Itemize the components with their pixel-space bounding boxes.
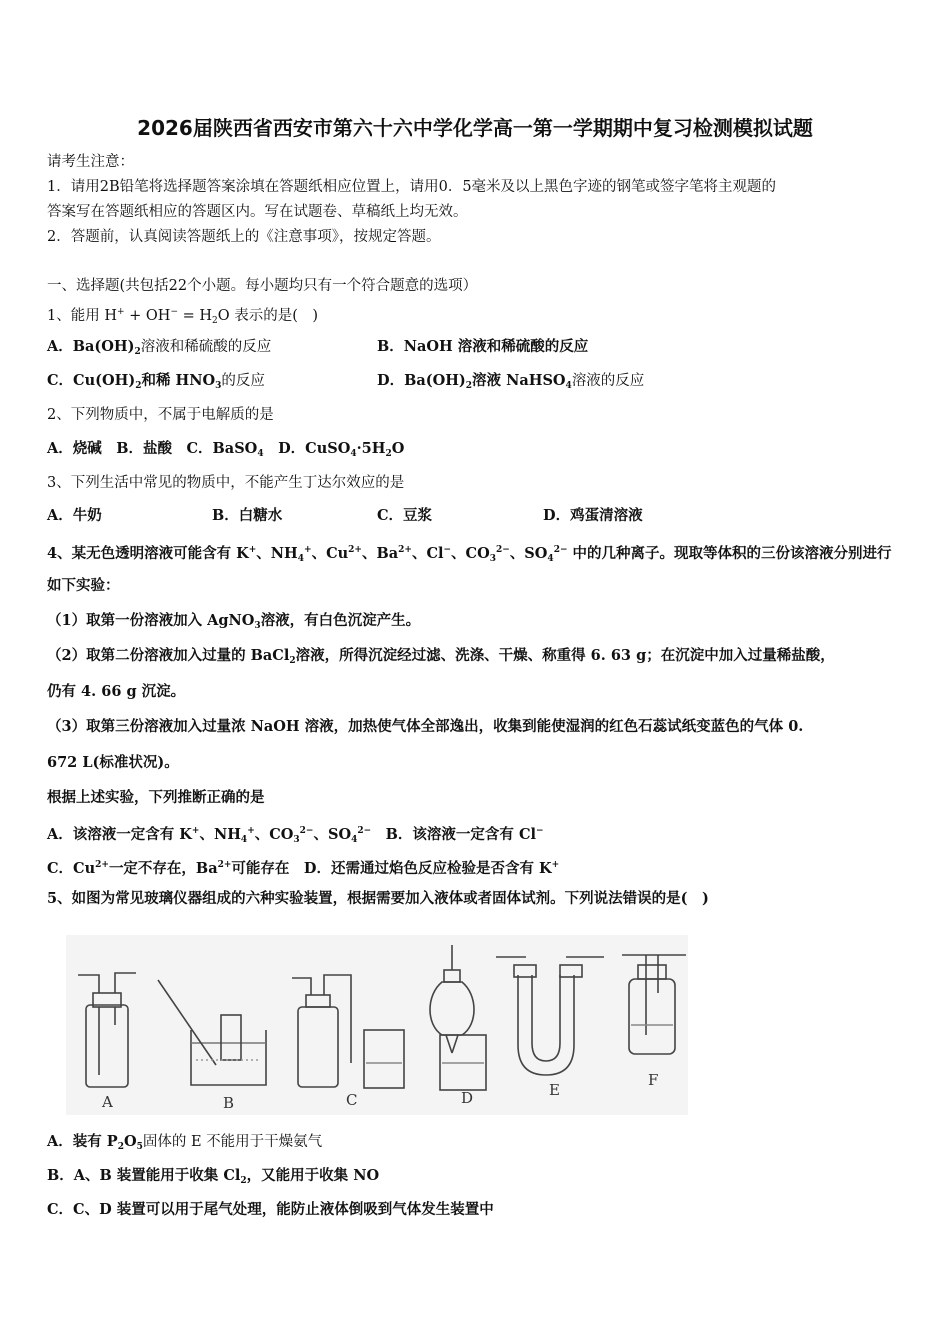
q1-option-c: C．$Cu(OH)_2$和稀 $HNO_3$的反应 bbox=[47, 372, 265, 391]
notice-item-2: 2．答题前，认真阅读答题纸上的《注意事项》，按规定答题。 bbox=[47, 229, 441, 245]
q1-option-d: D．$Ba(OH)_2$溶液 NaHSO$_4$溶液的反应 bbox=[377, 372, 645, 391]
q1-option-a: A．$Ba(OH)_2$溶液和稀硫酸的反应 bbox=[47, 338, 272, 357]
apparatus-figure bbox=[66, 935, 688, 1115]
q4-experiment-2: （2）取第二份溶液加入过量的 BaCl$_2$溶液，所得沉淀经过滤、洗涤、干燥、称重得 6. 63 g；在沉淀中加入过量稀盐酸， bbox=[47, 647, 835, 666]
label-a: A bbox=[102, 1093, 113, 1111]
q4-option-a-b: A．该溶液一定含有 K+、$NH_4^+$、$CO_3^{2-}$、$SO_4^{2-}$ B．该溶液一定含有 Cl− bbox=[47, 826, 544, 845]
section-heading: 一、选择题(共包括22个小题。每小题均只有一个符合题意的选项） bbox=[47, 278, 478, 294]
q5-option-c: C．C、D 装置可以用于尾气处理，能防止液体倒吸到气体发生装置中 bbox=[47, 1201, 494, 1218]
q4-conclusion-prompt: 根据上述实验，下列推断正确的是 bbox=[47, 789, 265, 806]
q4-experiment-3-cont: 672 L(标准状况)。 bbox=[47, 754, 179, 771]
notice-heading: 请考生注意： bbox=[47, 154, 134, 170]
label-b: B bbox=[223, 1094, 235, 1112]
q4-experiment-3: （3）取第三份溶液加入过量浓 NaOH 溶液，加热使气体全部逸出，收集到能使湿润的红色石蕊试纸变蓝色的气体 0. bbox=[47, 718, 804, 735]
question-5-stem: 5、如图为常见玻璃仪器组成的六种实验装置，根据需要加入液体或者固体试剂。下列说法错误的是( ) bbox=[47, 890, 709, 907]
label-f: F bbox=[648, 1071, 659, 1089]
page-title: 2026届陕西省西安市第六十六中学化学高一第一学期期中复习检测模拟试题 bbox=[137, 116, 813, 140]
q5-option-b: B．A、B 装置能用于收集 $Cl_2$，又能用于收集 NO bbox=[47, 1167, 380, 1186]
question-1-stem: 1、能用 $H^+ + OH^- = H_2O$ 表示的是( ) bbox=[47, 307, 319, 326]
q3-option-a: A．牛奶 bbox=[47, 507, 102, 524]
apparatus-drawing bbox=[66, 935, 688, 1115]
label-e: E bbox=[549, 1081, 560, 1099]
question-3-stem: 3、下列生活中常见的物质中，不能产生丁达尔效应的是 bbox=[47, 475, 405, 491]
q2-options: A．烧碱 B．盐酸 C．BaSO$_4$ D．$CuSO_4\cdot 5H_2O$ bbox=[47, 440, 405, 459]
q4-experiment-1: （1）取第一份溶液加入 AgNO$_3$溶液，有白色沉淀产生。 bbox=[47, 612, 421, 631]
q4-option-c-d: C．$Cu^{2+}$一定不存在，$Ba^{2+}$可能存在 D．还需通过焰色反应检验是否含有 K+ bbox=[47, 860, 560, 877]
q4-experiment-2-cont: 仍有 4. 66 g 沉淀。 bbox=[47, 683, 186, 700]
q5-option-a: A．装有 $P_2O_5$固体的 E 不能用于干燥氨气 bbox=[47, 1133, 323, 1152]
q1-option-b: B．NaOH 溶液和稀硫酸的反应 bbox=[377, 338, 589, 355]
notice-item-1b: 答案写在答题纸相应的答题区内。写在试题卷、草稿纸上均无效。 bbox=[47, 204, 468, 220]
question-4-stem-cont: 如下实验： bbox=[47, 577, 120, 594]
q3-option-b: B．白糖水 bbox=[212, 507, 283, 524]
question-4-stem: 4、某无色透明溶液可能含有 K+、$NH_4^+$、$Cu^{2+}$、$Ba^{2+}$、Cl−、$CO_3^{2-}$、$SO_4^{2-}$ 中的几种离子。现取等体积的三份该溶液分别进行 bbox=[47, 545, 892, 564]
notice-item-1a: 1．请用2B铅笔将选择题答案涂填在答题纸相应位置上，请用0．5毫米及以上黑色字迹的钢笔或签字笔将主观题的 bbox=[47, 179, 777, 195]
q3-option-d: D．鸡蛋清溶液 bbox=[543, 507, 643, 524]
label-c: C bbox=[346, 1091, 358, 1109]
label-d: D bbox=[461, 1089, 474, 1107]
question-2-stem: 2、下列物质中，不属于电解质的是 bbox=[47, 407, 274, 423]
q3-option-c: C．豆浆 bbox=[377, 507, 433, 524]
